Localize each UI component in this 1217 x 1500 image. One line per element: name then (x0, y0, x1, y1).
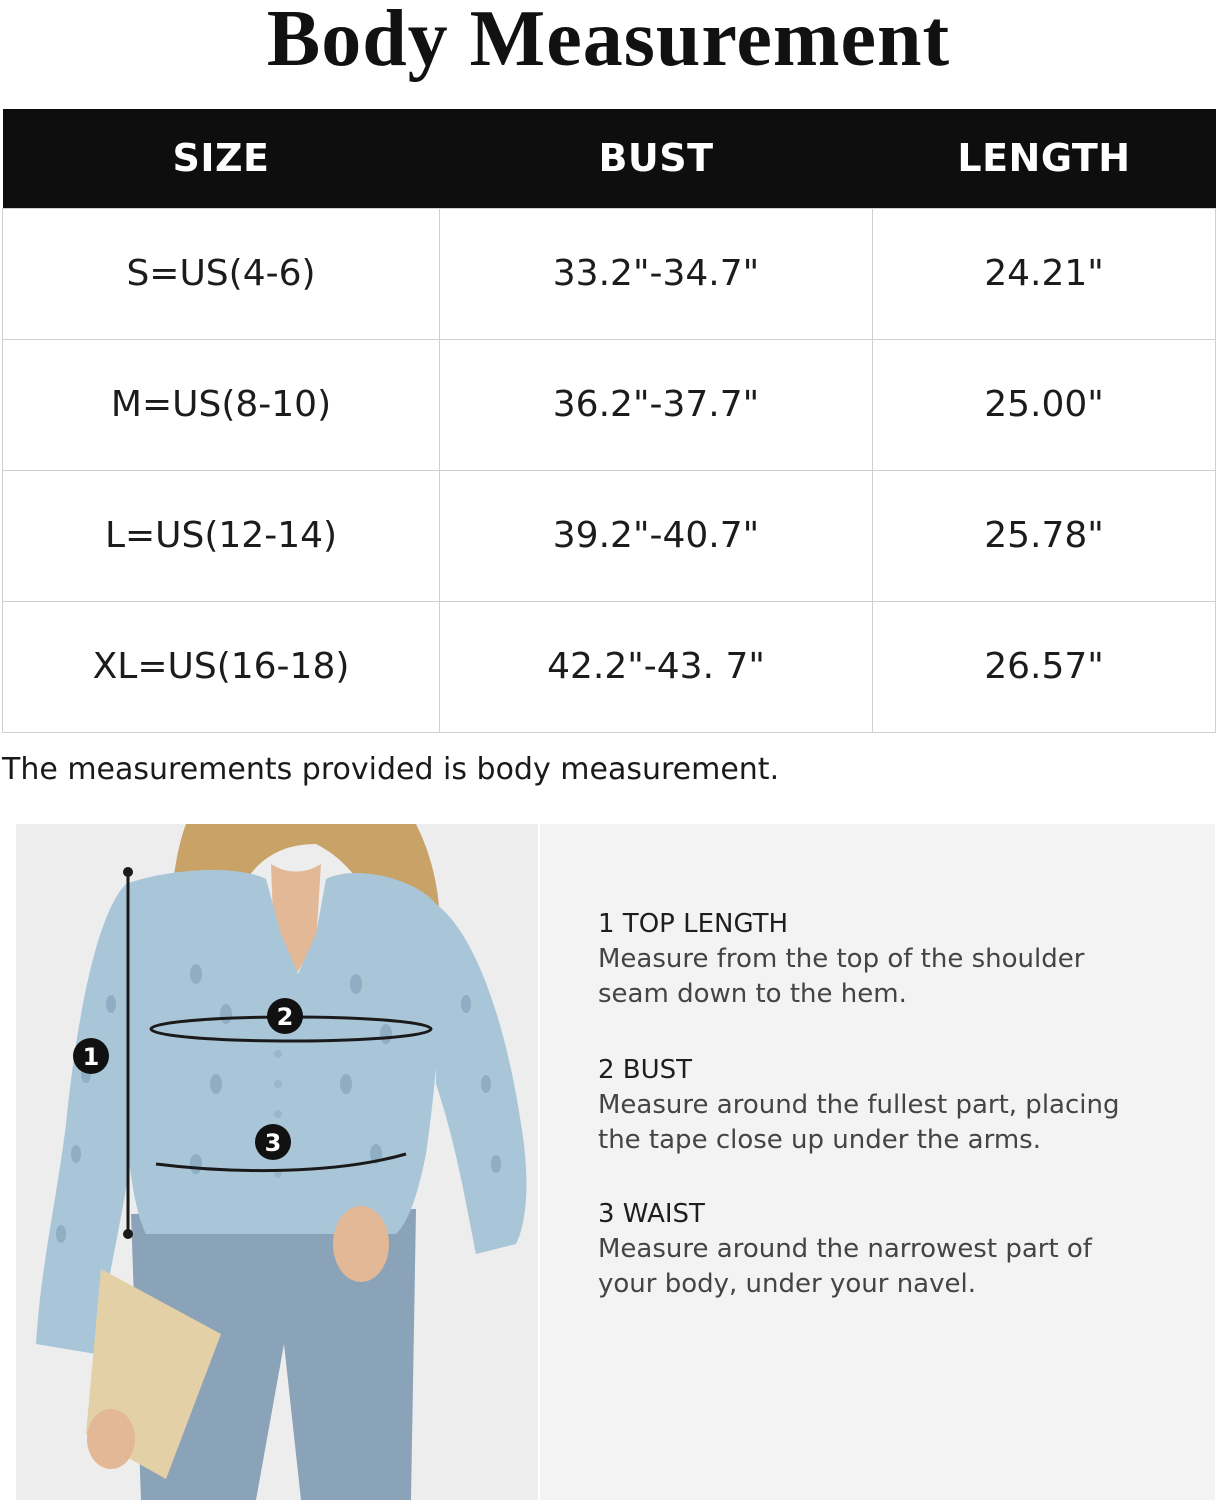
header-bust: BUST (440, 109, 873, 208)
guide-item-waist (598, 1196, 1092, 1302)
cell-length: 26.57" (873, 601, 1216, 732)
cell-bust: 33.2"-34.7" (440, 208, 873, 339)
measurement-note: The measurements provided is body measurement. (2, 752, 780, 787)
guide-text: the tape close up under the arms. (598, 1125, 1041, 1155)
svg-text:1: 1 (82, 1043, 100, 1071)
table-row (3, 208, 1216, 339)
guide-title: 2 BUST (598, 1055, 693, 1085)
marker-3 (255, 1124, 291, 1160)
size-chart-table (2, 109, 1216, 733)
marker-1 (73, 1038, 109, 1074)
svg-text:3: 3 (264, 1129, 282, 1157)
top-length-line-end (123, 867, 133, 877)
table-header-row (3, 109, 1216, 208)
guide-text: Measure from the top of the shoulder (598, 944, 1085, 974)
svg-text:2: 2 (276, 1003, 294, 1031)
cell-length: 24.21" (873, 208, 1216, 339)
cell-size: M=US(8-10) (3, 339, 440, 470)
table-row (3, 601, 1216, 732)
table-row (3, 339, 1216, 470)
cell-bust: 42.2"-43. 7" (440, 601, 873, 732)
table-row (3, 470, 1216, 601)
cell-size: S=US(4-6) (3, 208, 440, 339)
guide-title: 3 WAIST (598, 1199, 705, 1229)
left-hand (87, 1409, 135, 1469)
measurement-guide (540, 824, 1215, 1500)
guide-text: Measure around the narrowest part of (598, 1234, 1092, 1264)
top-length-line-end (123, 1229, 133, 1239)
cell-size: XL=US(16-18) (3, 601, 440, 732)
guide-text: seam down to the hem. (598, 979, 907, 1009)
guide-item-top-length (598, 906, 1084, 1012)
header-length: LENGTH (873, 109, 1216, 208)
guide-title: 1 TOP LENGTH (598, 909, 789, 939)
cell-length: 25.00" (873, 339, 1216, 470)
guide-text: Measure around the fullest part, placing (598, 1090, 1120, 1120)
right-hand (333, 1206, 389, 1282)
cell-size: L=US(12-14) (3, 470, 440, 601)
marker-2 (267, 998, 303, 1034)
header-size: SIZE (3, 109, 440, 208)
cell-length: 25.78" (873, 470, 1216, 601)
cell-bust: 39.2"-40.7" (440, 470, 873, 601)
page-title: Body Measurement (266, 0, 951, 83)
model-illustration (16, 824, 538, 1500)
guide-item-bust (598, 1052, 1119, 1158)
cell-bust: 36.2"-37.7" (440, 339, 873, 470)
guide-text: your body, under your navel. (598, 1269, 976, 1299)
model-photo (16, 824, 538, 1500)
